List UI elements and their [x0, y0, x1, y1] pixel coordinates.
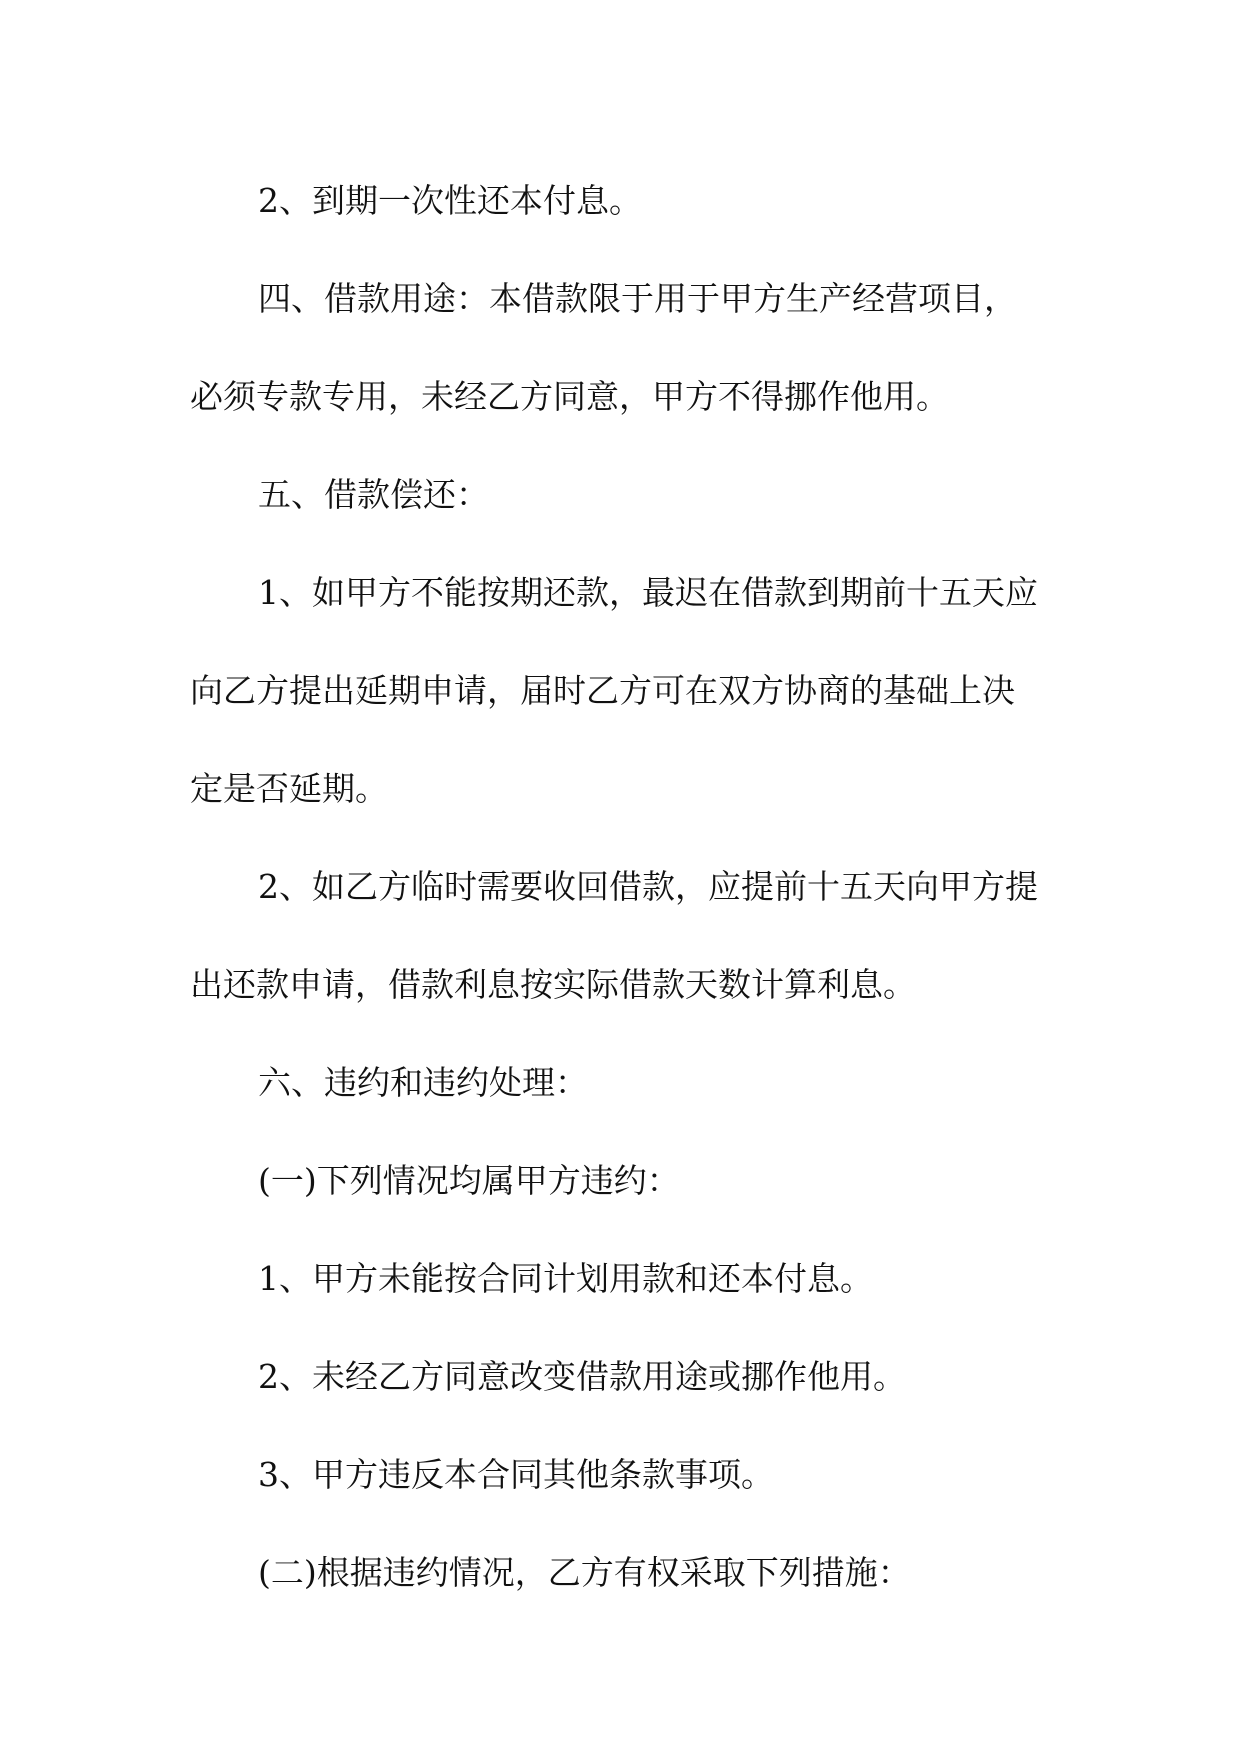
paragraph-line: (一)下列情况均属甲方违约： — [258, 1161, 680, 1200]
paragraph-line: 1、甲方未能按合同计划用款和还本付息。 — [258, 1259, 873, 1298]
paragraph-line: 四、借款用途：本借款限于用于甲方生产经营项目， — [258, 279, 1017, 318]
paragraph-line: 3、甲方违反本合同其他条款事项。 — [258, 1455, 774, 1494]
paragraph-line: 向乙方提出延期申请，届时乙方可在双方协商的基础上决 — [190, 671, 1015, 710]
paragraph-line: 2、未经乙方同意改变借款用途或挪作他用。 — [258, 1357, 906, 1396]
paragraph-line: 五、借款偿还： — [258, 475, 489, 514]
paragraph-line: 六、违约和违约处理： — [258, 1063, 588, 1102]
paragraph-line: 必须专款专用，未经乙方同意，甲方不得挪作他用。 — [190, 377, 949, 416]
paragraph-line: 2、如乙方临时需要收回借款，应提前十五天向甲方提 — [258, 867, 1038, 906]
paragraph-line: 定是否延期。 — [190, 769, 388, 808]
paragraph-line: 2、到期一次性还本付息。 — [258, 181, 642, 220]
paragraph-line: (二)根据违约情况，乙方有权采取下列措施： — [258, 1553, 911, 1592]
paragraph-line: 出还款申请，借款利息按实际借款天数计算利息。 — [190, 965, 916, 1004]
paragraph-line: 1、如甲方不能按期还款，最迟在借款到期前十五天应 — [258, 573, 1038, 612]
